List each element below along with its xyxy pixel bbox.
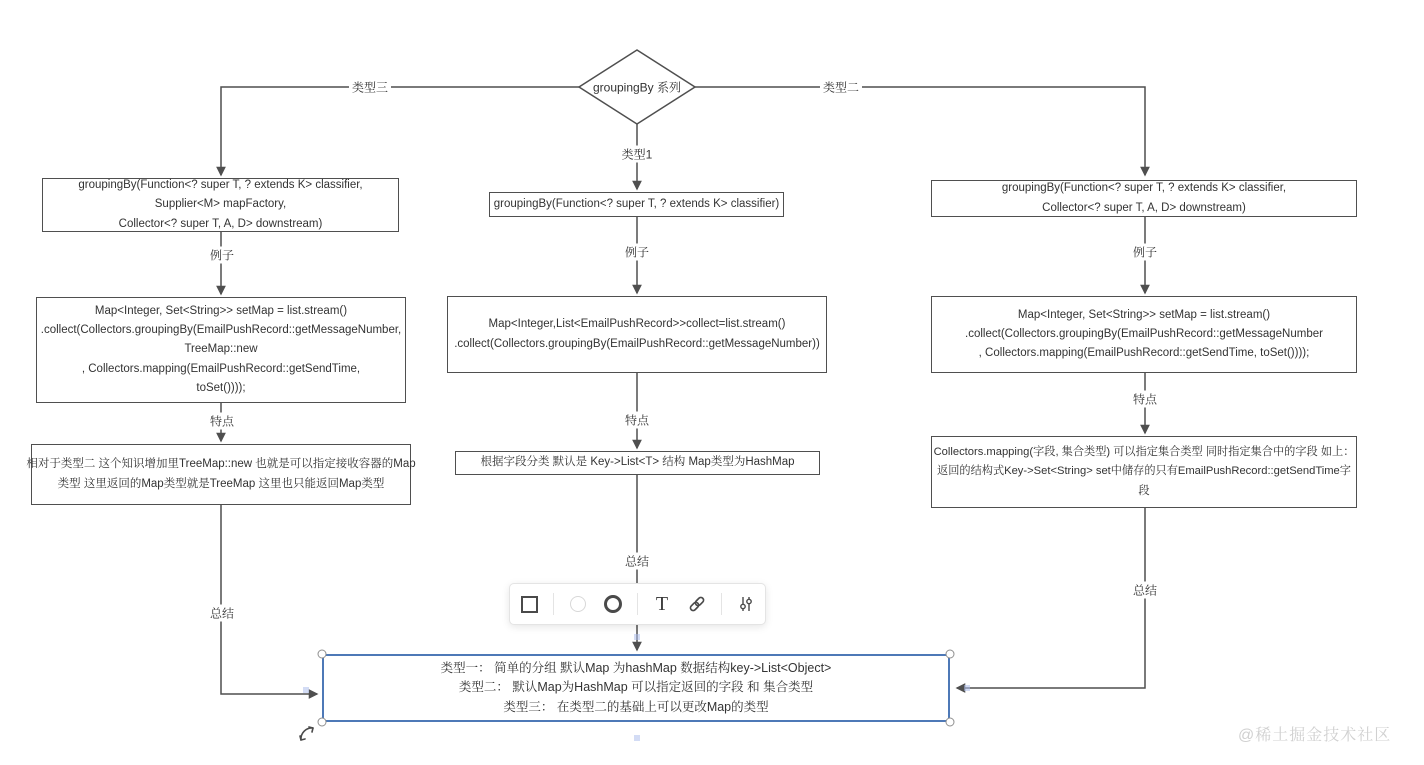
selection-handle-bottom-right[interactable] <box>946 718 955 727</box>
circle-light-icon <box>570 596 586 612</box>
connector-left-summary <box>221 505 317 694</box>
text-line: Collectors.mapping(字段, 集合类型) 可以指定集合类型 同时指定集合中的字段 如上： <box>933 446 1355 459</box>
summary-line: 类型二： 默认Map为HashMap 可以指定返回的字段 和 集合类型 <box>458 680 814 695</box>
node-type3-example[interactable] <box>36 297 406 403</box>
edge-label-example-right: 例子 <box>1130 244 1160 261</box>
text-tool-icon[interactable]: T <box>655 593 669 615</box>
code-line: Collector<? super T, A, D> downstream) <box>118 217 323 230</box>
edge-label-type3: 类型三 <box>349 79 391 96</box>
edge-label-feature-center: 特点 <box>622 412 652 429</box>
edge-label-summary-right: 总结 <box>1130 582 1160 599</box>
rectangle-tool-icon[interactable] <box>518 593 540 615</box>
code-line: .collect(Collectors.groupingBy(EmailPushRecord::getMessageNumber, <box>40 324 402 337</box>
edge-label-example-left: 例子 <box>207 247 237 264</box>
summary-line: 类型三： 在类型二的基础上可以更改Map的类型 <box>503 699 769 714</box>
connector-right-summary <box>957 508 1145 688</box>
sliders-icon <box>738 596 754 612</box>
code-line: groupingBy(Function<? super T, ? extends K> classifier, <box>1001 182 1287 195</box>
text-line: 类型 这里返回的Map类型就是TreeMap 这里也只能返回Map类型 <box>57 477 385 490</box>
connector-type3-branch <box>221 87 579 175</box>
edge-label-type2: 类型二 <box>820 79 862 96</box>
link-tool-icon[interactable] <box>686 593 708 615</box>
code-line: Supplier<M> mapFactory, <box>154 198 287 211</box>
code-line: groupingBy(Function<? super T, ? extends K> classifier, <box>78 179 363 192</box>
connection-point-right[interactable] <box>964 685 970 691</box>
text-line: 段 <box>1138 484 1150 497</box>
code-line: .collect(Collectors.groupingBy(EmailPushRecord::getMessageNumber <box>965 327 1323 340</box>
text-line: 相对于类型二 这个知识增加里TreeMap::new 也就是可以指定接收容器的Map <box>26 458 416 471</box>
edge-label-feature-right: 特点 <box>1130 391 1160 408</box>
summary-line: 类型一： 简单的分组 默认Map 为hashMap 数据结构key->List<Object> <box>440 660 832 675</box>
connection-point-bottom[interactable] <box>634 735 640 741</box>
selection-handle-top-left[interactable] <box>318 650 327 659</box>
circle-outline-tool-icon[interactable] <box>567 593 589 615</box>
code-line: groupingBy(Function<? super T, ? extends K> classifier) <box>493 197 780 210</box>
text-line: 根据字段分类 默认是 Key->List<T> 结构 Map类型为HashMap <box>480 456 795 469</box>
node-type3-feature[interactable] <box>26 444 416 505</box>
code-line: .collect(Collectors.groupingBy(EmailPushRecord::getMessageNumber)) <box>454 337 820 350</box>
circle-bold-tool-icon[interactable] <box>602 593 624 615</box>
connection-point-left[interactable] <box>303 687 309 693</box>
node-type3-definition[interactable] <box>42 178 399 232</box>
code-line: Map<Integer,List<EmailPushRecord>>collect=list.stream() <box>488 318 786 331</box>
node-summary-selected[interactable] <box>322 654 950 722</box>
edge-label-feature-left: 特点 <box>207 413 237 430</box>
edge-label-summary-left: 总结 <box>207 605 237 622</box>
node-type2-definition[interactable] <box>931 180 1357 217</box>
code-line: , Collectors.mapping(EmailPushRecord::getSendTime, <box>81 362 361 375</box>
selection-handle-top-right[interactable] <box>946 650 955 659</box>
toolbar-divider <box>721 593 722 615</box>
code-line: toSet()))); <box>196 381 246 394</box>
annotation-toolbar <box>509 583 766 625</box>
edge-label-summary-center: 总结 <box>622 553 652 570</box>
code-line: Map<Integer, Set<String>> setMap = list.stream() <box>1017 308 1271 321</box>
circle-bold-icon <box>604 595 622 613</box>
connector-type2-branch <box>695 87 1145 175</box>
code-line: Collector<? super T, A, D> downstream) <box>1042 201 1246 214</box>
code-line: TreeMap::new <box>184 343 258 356</box>
square-icon <box>521 596 538 613</box>
node-type1-example[interactable] <box>447 296 827 373</box>
adjust-tool-icon[interactable] <box>735 593 757 615</box>
node-type2-example[interactable] <box>931 296 1357 373</box>
toolbar-divider <box>637 593 638 615</box>
code-line: Map<Integer, Set<String>> setMap = list.stream() <box>94 304 348 317</box>
decision-diamond-label: groupingBy 系列 <box>592 80 682 95</box>
code-line: , Collectors.mapping(EmailPushRecord::getSendTime, toSet()))); <box>978 347 1310 360</box>
node-type1-definition[interactable] <box>489 192 784 217</box>
toolbar-divider <box>553 593 554 615</box>
node-type1-feature[interactable] <box>455 451 820 475</box>
selection-handle-bottom-left[interactable] <box>318 718 327 727</box>
edge-label-type1: 类型1 <box>619 146 656 163</box>
connection-point-top[interactable] <box>634 634 640 640</box>
watermark: @稀土掘金技术社区 <box>1238 727 1392 744</box>
text-line: 返回的结构式Key->Set<String> set中储存的只有EmailPushRecord::getSendTime字 <box>937 465 1351 478</box>
rotate-handle-icon[interactable] <box>296 723 318 745</box>
node-type2-feature[interactable] <box>931 436 1357 508</box>
edge-label-example-center: 例子 <box>622 244 652 261</box>
link-icon <box>688 595 706 613</box>
